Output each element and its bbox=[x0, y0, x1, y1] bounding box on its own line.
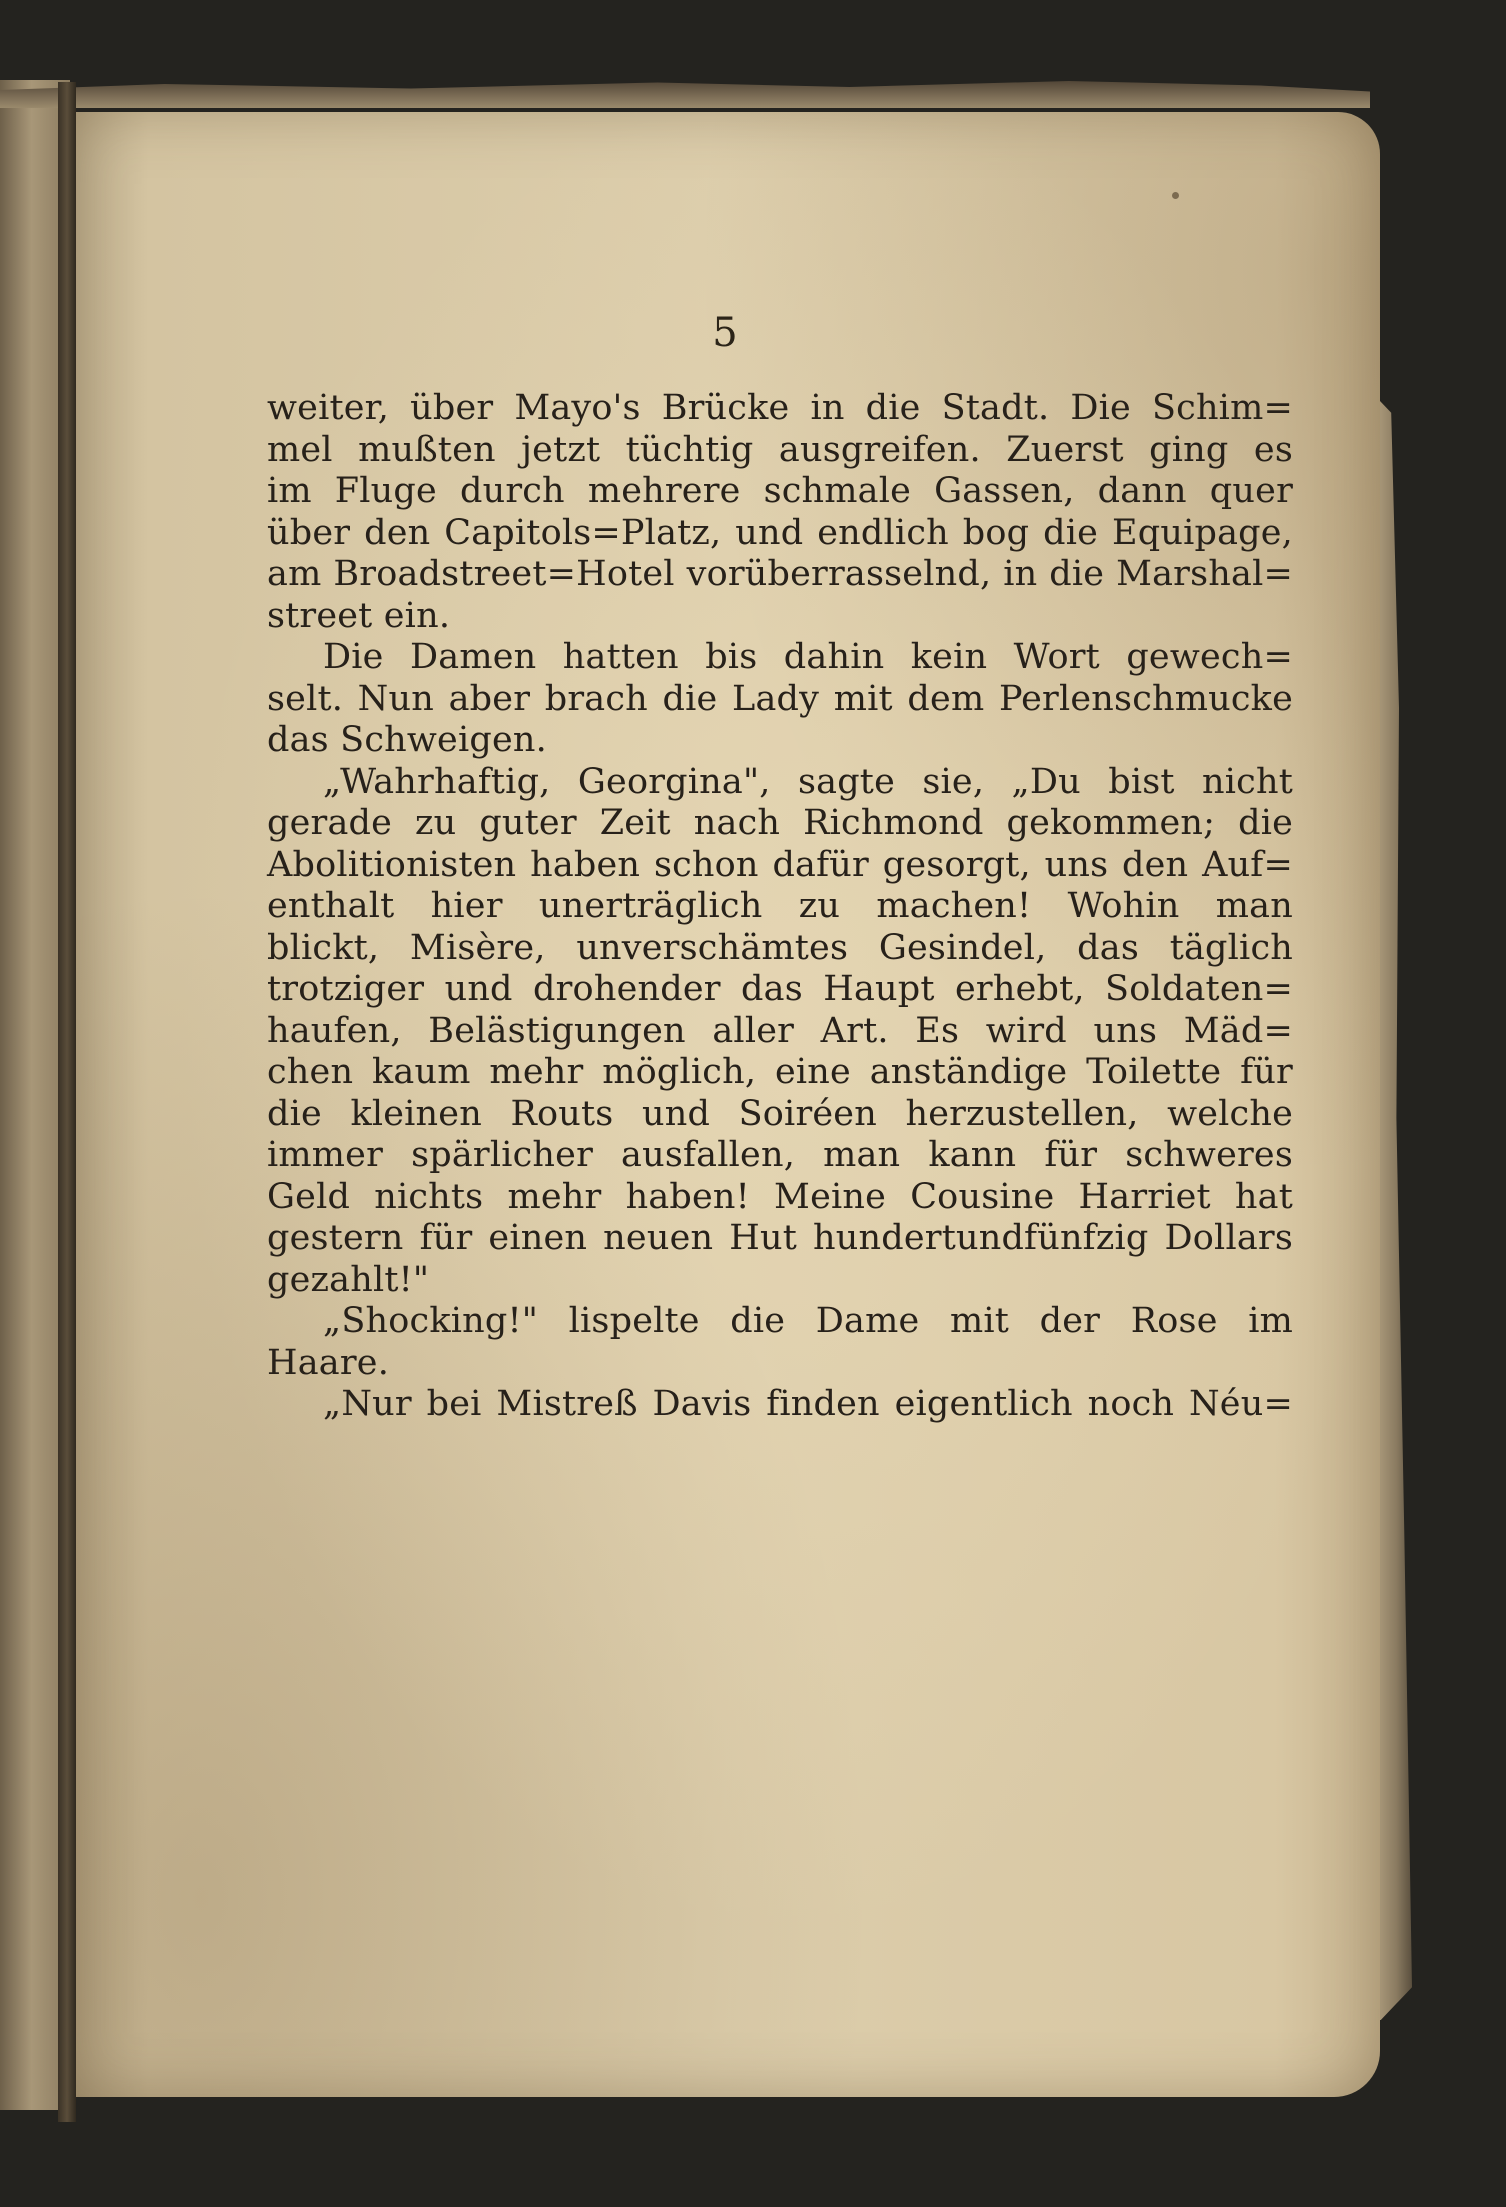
body-text bbox=[267, 388, 1293, 1426]
text-line: weiter, über Mayo's Brücke in die Stadt. Die Schim= bbox=[267, 388, 1293, 428]
text-line: blickt, Misère, unverschämtes Gesindel, das täglich bbox=[267, 927, 1293, 968]
text-line: haufen, Belästigungen aller Art. Es wird uns Mäd= bbox=[267, 1010, 1293, 1051]
text-line: selt. Nun aber brach die Lady mit dem Perlenschmucke bbox=[267, 678, 1293, 719]
book-page bbox=[70, 112, 1380, 2097]
text-line: „Nur bei Mistreß Davis finden eigentlich noch Néu= bbox=[323, 1384, 1293, 1424]
text-line: Abolitionisten haben schon dafür gesorgt, uns den Auf= bbox=[267, 844, 1293, 885]
text-line: gezahlt!" bbox=[267, 1259, 430, 1300]
text-line: mel mußten jetzt tüchtig ausgreifen. Zuerst ging es bbox=[267, 429, 1293, 470]
text-line: am Broadstreet=Hotel vorüberrasselnd, in die Marshal= bbox=[267, 554, 1293, 594]
page-number: 5 bbox=[712, 310, 738, 356]
text-line: gerade zu guter Zeit nach Richmond gekommen; die bbox=[267, 803, 1293, 843]
text-line: das Schweigen. bbox=[267, 720, 547, 760]
text-line: die kleinen Routs und Soiréen herzustellen, welche bbox=[267, 1093, 1293, 1134]
text-line: street ein. bbox=[267, 595, 451, 636]
text-line: Geld nichts mehr haben! Meine Cousine Harriet hat bbox=[267, 1176, 1293, 1217]
text-line: chen kaum mehr möglich, eine anständige Toilette für bbox=[267, 1052, 1293, 1092]
text-line: Die Damen hatten bis dahin kein Wort gewech= bbox=[323, 637, 1293, 677]
text-line: enthalt hier unerträglich zu machen! Wohin man bbox=[267, 886, 1293, 926]
text-line: „Wahrhaftig, Georgina", sagte sie, „Du bist nicht bbox=[323, 761, 1293, 802]
text-line: immer spärlicher ausfallen, man kann für schweres bbox=[267, 1135, 1293, 1175]
text-line: Haare. bbox=[267, 1342, 390, 1383]
text-line: im Fluge durch mehrere schmale Gassen, dann quer bbox=[267, 471, 1293, 511]
text-line: trotziger und drohender das Haupt erhebt, Soldaten= bbox=[267, 969, 1293, 1009]
text-line: gestern für einen neuen Hut hundertundfünfzig Dollars bbox=[267, 1218, 1293, 1258]
torn-top-edge bbox=[0, 78, 1370, 108]
paper-speck bbox=[1172, 192, 1179, 199]
text-line: „Shocking!" lispelte die Dame mit der Rose im bbox=[323, 1301, 1293, 1341]
binding-gutter bbox=[58, 82, 76, 2122]
text-line: über den Capitols=Platz, und endlich bog die Equipage, bbox=[267, 512, 1293, 553]
